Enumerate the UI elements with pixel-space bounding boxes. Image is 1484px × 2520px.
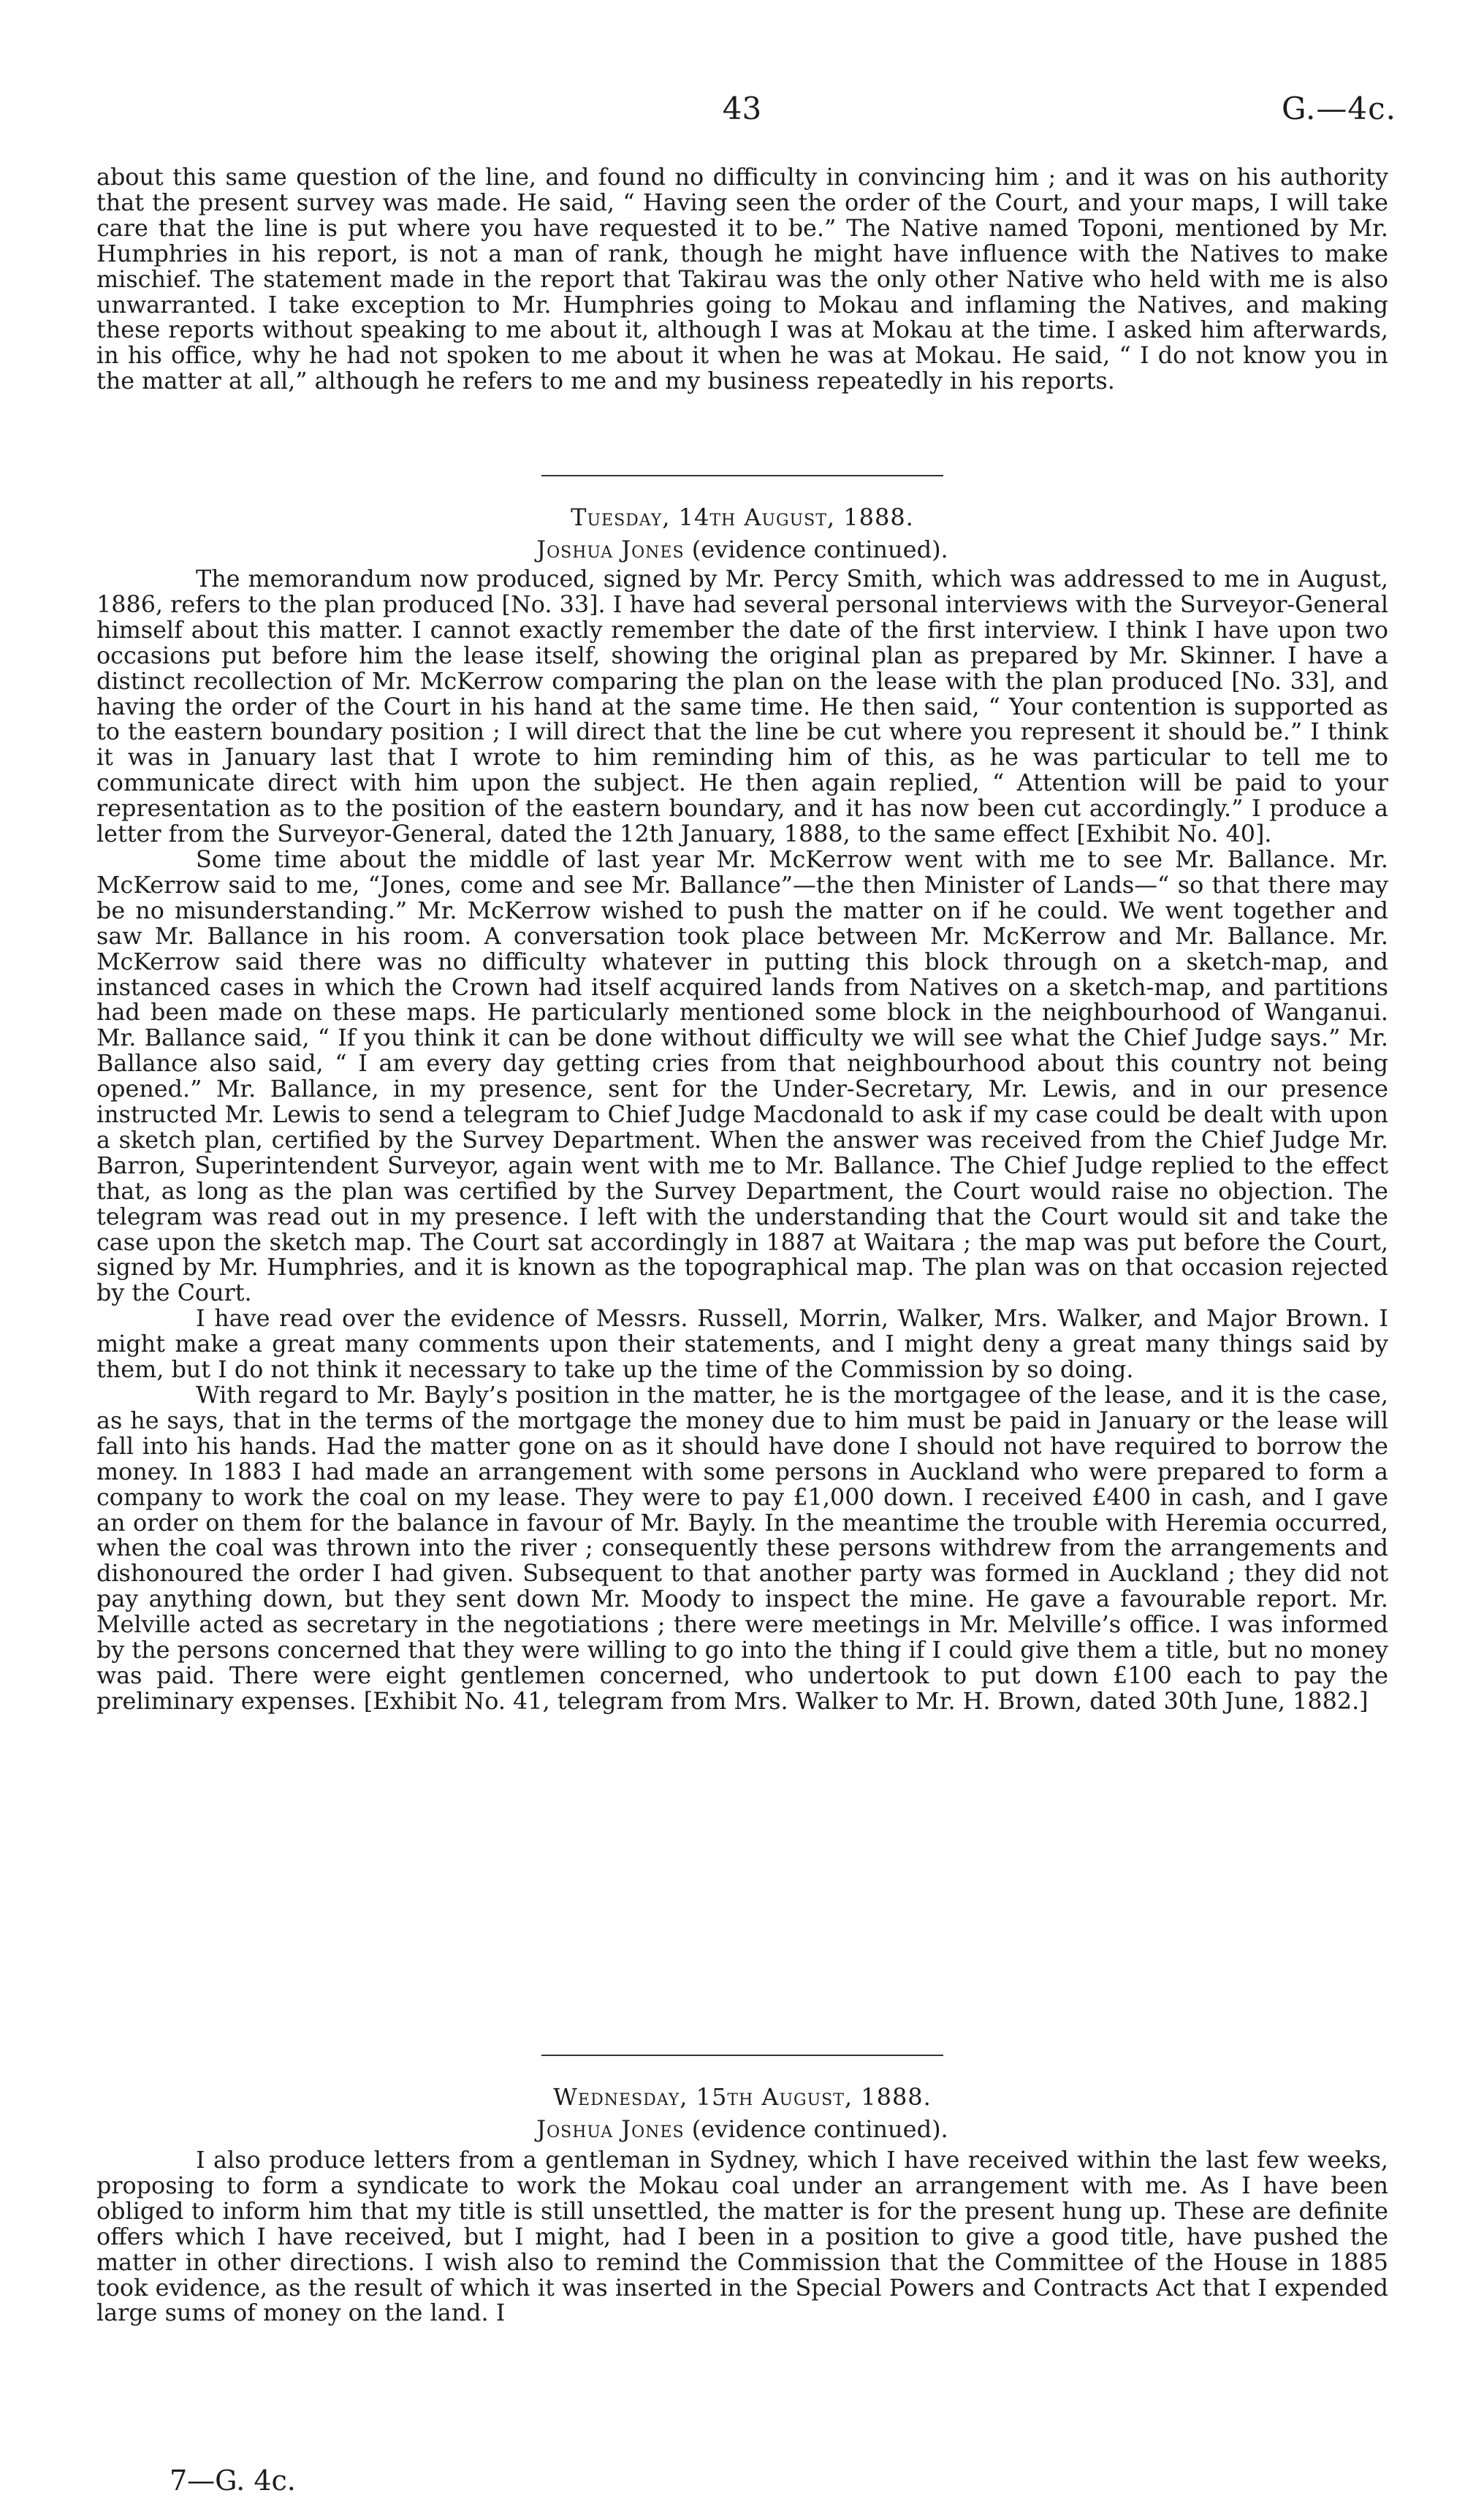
section-rule-2 — [96, 2055, 1388, 2056]
witness-note: (evidence continued). — [691, 2115, 948, 2143]
paragraph: I also produce letters from a gentleman in Sydney, which I have received within the last few weeks, proposing to form a syndicate to work the Mokau coal under an arrangement with me. As I have been obliged to inform him that my title is still unsettled, the matter is for the present hung up. These are definite offers which I have received, but I might, had I been in a position to give a good title, have pushed the matter in other directions. I wish also to remind the Commission that the Committee of the House in 1885 took evidence, as the result of which it was inserted in the Special Powers and Contracts Act that I expended large sums of money on the land. I — [96, 2147, 1388, 2327]
witness-name: Joshua Jones — [536, 536, 685, 563]
footer-signature: 7—G. 4c. — [170, 2464, 296, 2497]
section-date: Tuesday, 14th August, 1888. — [571, 503, 914, 531]
opening-paragraph: about this same question of the line, and found no difficulty in convincing him ; and it was on his authority that the present survey was made. He said, “ Having seen the order of the Court, and your maps, I will take care that the line is put where you have requested it to be.” The Native named Toponi, mentioned by Mr. Humphries in his report, is not a man of rank, though he might have influence with the Natives to make mischief. The statement made in the report that Takirau was the only other Native who held with me is also unwarranted. I take exception to Mr. Humphries going to Mokau and inflaming the Natives, and making these reports without speaking to me about it, although I was at Mokau at the time. I asked him afterwards, in his office, why he had not spoken to me about it when he was at Mokau. He said, “ I do not know you in the matter at all,” although he refers to me and my business repeatedly in his reports. — [96, 164, 1388, 395]
page-header — [0, 91, 1484, 142]
paragraph: Some time about the middle of last year Mr. McKerrow went with me to see Mr. Ballance. Mr. McKerrow said to me, “Jones, come and see Mr. Ballance”—the then Minister of Lands—“ so that there may be no misunderstanding.” Mr. McKerrow wished to push the matter on if he could. We went together and saw Mr. Ballance in his room. A conversation took place between Mr. McKerrow and Mr. Ballance. Mr. McKerrow said there was no difficulty whatever in putting this block through on a sketch-map, and instanced cases in which the Crown had itself acquired lands from Natives on a sketch-map, and partitions had been made on these maps. He particularly mentioned some block in the neighbourhood of Wanganui. Mr. Ballance said, “ If you think it can be done without difficulty we will see what the Chief Judge says.” Mr. Ballance also said, “ I am every day getting cries from that neighbourhood about this country not being opened.” Mr. Ballance, in my presence, sent for the Under-Secretary, Mr. Lewis, and in our presence instructed Mr. Lewis to send a telegram to Chief Judge Macdonald to ask if my case could be dealt with upon a sketch plan, certified by the Survey Department. When the answer was received from the Chief Judge Mr. Barron, Superintendent Surveyor, again went with me to Mr. Ballance. The Chief Judge replied to the effect that, as long as the plan was certified by the Survey Department, the Court would raise no objection. The telegram was read out in my presence. I left with the understanding that the Court would sit and take the case upon the sketch map. The Court sat accordingly in 1887 at Waitara ; the map was put before the Court, signed by Mr. Humphries, and it is known as the topographical map. The plan was on that occasion rejected by the Court. — [96, 845, 1388, 1307]
witness-line — [96, 535, 1388, 564]
section-divider — [541, 475, 943, 476]
section-tuesday — [96, 503, 1388, 1715]
witness-note: (evidence continued). — [691, 536, 948, 563]
opening-paragraph-block — [96, 165, 1388, 395]
section-date: Wednesday, 15th August, 1888. — [553, 2083, 932, 2111]
section-rule-1 — [96, 475, 1388, 476]
page-number: 43 — [722, 91, 762, 126]
paragraph: With regard to Mr. Bayly’s position in the matter, he is the mortgagee of the lease, and it is the case, as he says, that in the terms of the mortgage the money due to him must be paid in January or the lease will fall into his hands. Had the matter gone on as it should have done I should not have required to borrow the money. In 1883 I had made an arrangement with some persons in Auckland who were prepared to form a company to work the coal on my lease. They were to pay £1,000 down. I received £400 in cash, and I gave an order on them for the balance in favour of Mr. Bayly. In the meantime the trouble with Heremia occurred, when the coal was thrown into the river ; consequently these persons withdrew from the arrangements and dishonoured the order I had given. Subsequent to that another party was formed in Auckland ; they did not pay anything down, but they sent down Mr. Moody to inspect the mine. He gave a favourable report. Mr. Melville acted as secretary in the negotiations ; there were meetings in Mr. Melville’s office. I was informed by the persons concerned that they were willing to go into the thing if I could give them a title, but no money was paid. There were eight gentlemen concerned, who undertook to put down £100 each to pay the preliminary expenses. [Exhibit No. 41, telegram from Mrs. Walker to Mr. H. Brown, dated 30th June, 1882.] — [96, 1382, 1388, 1715]
witness-name: Joshua Jones — [536, 2115, 685, 2143]
paragraph: I have read over the evidence of Messrs. Russell, Morrin, Walker, Mrs. Walker, and Major Brown. I might make a great many comments upon their statements, and I might deny a great many things said by them, but I do not think it necessary to take up the time of the Commission by so doing. — [96, 1305, 1388, 1384]
section-wednesday — [96, 2082, 1388, 2326]
document-reference: G.—4c. — [1282, 91, 1396, 126]
section-divider — [541, 2055, 943, 2056]
paragraph: The memorandum now produced, signed by Mr. Percy Smith, which was addressed to me in August, 1886, refers to the plan produced [No. 33]. I have had several personal interviews with the Surveyor-General himself about this matter. I cannot exactly remember the date of the first interview. I think I have upon two occasions put before him the lease itself, showing the original plan as prepared by Mr. Skinner. I have a distinct recollection of Mr. McKerrow comparing the plan on the lease with the plan produced [No. 33], and having the order of the Court in his hand at the same time. He then said, “ Your contention is supported as to the eastern boundary position ; I will direct that the line be cut where you represent it should be.” I think it was in January last that I wrote to him reminding him of this, as he was particular to tell me to communicate direct with him upon the subject. He then again replied, “ Attention will be paid to your representation as to the position of the eastern boundary, and it has now been cut accordingly.” I produce a letter from the Surveyor-General, dated the 12th January, 1888, to the same effect [Exhibit No. 40]. — [96, 566, 1388, 848]
witness-line — [96, 2114, 1388, 2144]
